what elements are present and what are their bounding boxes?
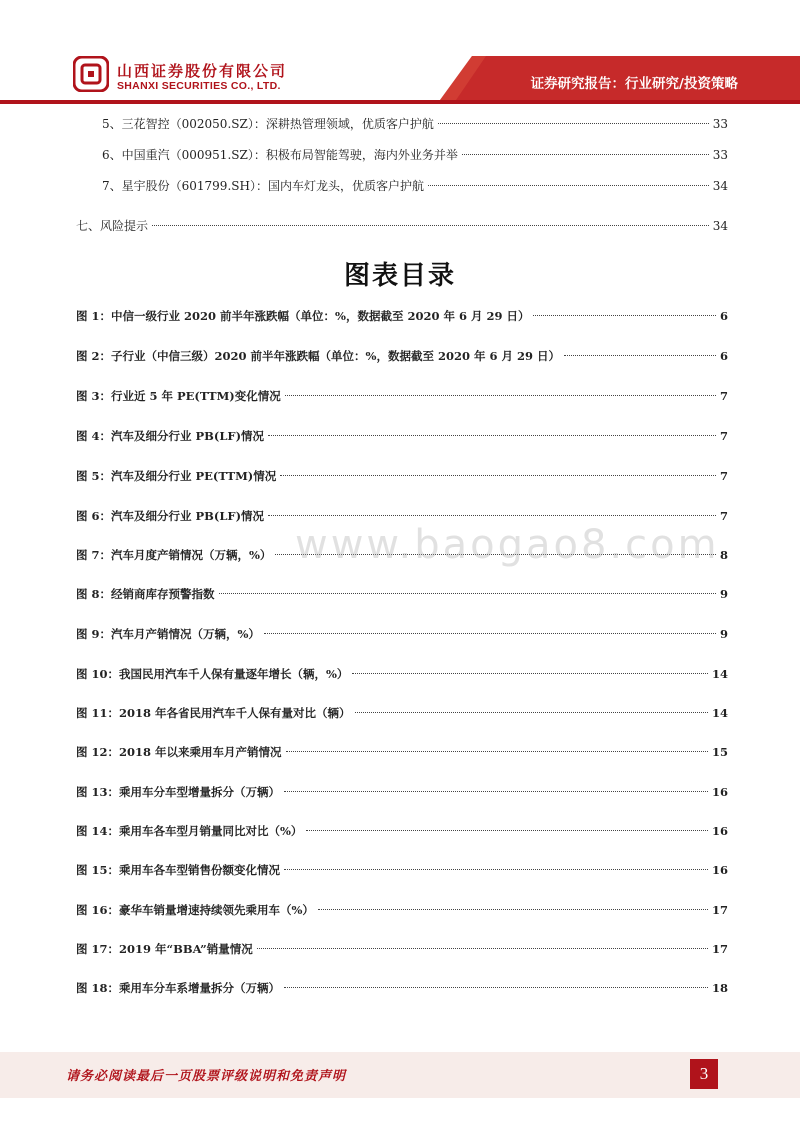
figure-item[interactable] — [76, 426, 728, 446]
figure-item[interactable] — [76, 939, 728, 959]
figure-item[interactable] — [76, 346, 728, 366]
figure-label: 图 18：乘用车分车系增量拆分（万辆） — [76, 981, 281, 995]
toc-leader-dots — [428, 185, 709, 186]
figure-label: 图 2：子行业（中信三级）2020 前半年涨跌幅（单位：%，数据截至 2020 年 6 月 29 日） — [76, 349, 560, 363]
page-footer — [0, 1052, 800, 1098]
figure-page: 17 — [711, 903, 728, 917]
figure-page: 7 — [719, 429, 728, 443]
figure-label: 图 14：乘用车各车型月销量同比对比（%） — [76, 824, 303, 838]
figure-label: 图 7：汽车月度产销情况（万辆，%） — [76, 548, 272, 562]
figure-page: 6 — [719, 349, 728, 363]
figures-title: 图表目录 — [343, 261, 456, 291]
toc-item-label: 7、星宇股份（601799.SH）：国内车灯龙头，优质客户护航 — [102, 179, 424, 193]
figure-item[interactable] — [76, 703, 728, 723]
toc-item-label: 七、风险提示 — [76, 219, 149, 233]
figure-item[interactable] — [76, 664, 728, 684]
figure-label: 图 16：豪华车销量增速持续领先乘用车（%） — [76, 903, 314, 917]
figure-page: 9 — [719, 587, 728, 601]
figure-item[interactable] — [76, 900, 728, 920]
figure-leader-dots — [257, 948, 708, 949]
figure-label: 图 1：中信一级行业 2020 前半年涨跌幅（单位：%，数据截至 2020 年 6 月 29 日） — [76, 309, 530, 323]
figure-page: 6 — [719, 309, 728, 323]
figure-page: 7 — [719, 389, 728, 403]
figure-leader-dots — [285, 395, 716, 396]
toc-item-label: 6、中国重汽（000951.SZ）：积极布局智能驾驶，海内外业务并举 — [102, 148, 458, 162]
figure-page: 16 — [711, 785, 728, 799]
figure-label: 图 9：汽车月产销情况（万辆，%） — [76, 627, 260, 641]
figure-item[interactable] — [76, 782, 728, 802]
toc-item[interactable] — [102, 145, 728, 165]
figure-leader-dots — [268, 435, 716, 436]
figure-leader-dots — [275, 554, 716, 555]
page-number: 3 — [690, 1059, 718, 1089]
figure-leader-dots — [533, 315, 716, 316]
toc-item-page: 34 — [712, 219, 728, 233]
figure-item[interactable] — [76, 742, 728, 762]
figure-leader-dots — [280, 475, 716, 476]
toc-item[interactable] — [102, 114, 728, 134]
figure-item[interactable] — [76, 386, 728, 406]
figure-item[interactable] — [76, 506, 728, 526]
figure-label: 图 11：2018 年各省民用汽车千人保有量对比（辆） — [76, 706, 351, 720]
disclaimer-notice: 请务必阅读最后一页股票评级说明和免责声明 — [66, 1069, 347, 1084]
figure-page: 7 — [719, 509, 728, 523]
figure-item[interactable] — [76, 306, 728, 326]
figure-leader-dots — [219, 593, 716, 594]
figure-label: 图 12：2018 年以来乘用车月产销情况 — [76, 745, 282, 759]
toc-item-page: 34 — [712, 179, 728, 193]
figure-item[interactable] — [76, 466, 728, 486]
figure-page: 16 — [711, 863, 728, 877]
figure-leader-dots — [284, 987, 708, 988]
figure-leader-dots — [318, 909, 708, 910]
figure-label: 图 13：乘用车分车型增量拆分（万辆） — [76, 785, 281, 799]
watermark: www.baogao8.com — [295, 522, 720, 568]
figure-page: 16 — [711, 824, 728, 838]
figure-page: 7 — [719, 469, 728, 483]
toc-leader-dots — [152, 225, 709, 226]
figure-label: 图 17：2019 年“BBA”销量情况 — [76, 942, 253, 956]
figure-page: 8 — [719, 548, 728, 562]
figure-label: 图 4：汽车及细分行业 PB(LF)情况 — [76, 429, 265, 443]
figure-label: 图 5：汽车及细分行业 PE(TTM)情况 — [76, 469, 277, 483]
figure-item[interactable] — [76, 821, 728, 841]
figure-leader-dots — [268, 515, 716, 516]
toc-leader-dots — [462, 154, 709, 155]
figure-item[interactable] — [76, 545, 728, 565]
figure-label: 图 10：我国民用汽车千人保有量逐年增长（辆，%） — [76, 667, 349, 681]
toc-item[interactable] — [102, 176, 728, 196]
figure-label: 图 3：行业近 5 年 PE(TTM)变化情况 — [76, 389, 281, 403]
figure-item[interactable] — [76, 978, 728, 998]
toc-item-page: 33 — [712, 117, 728, 131]
figure-label: 图 8：经销商库存预警指数 — [76, 587, 215, 601]
figure-item[interactable] — [76, 860, 728, 880]
report-type-label: 证券研究报告：行业研究/投资策略 — [530, 76, 738, 92]
figure-label: 图 6：汽车及细分行业 PB(LF)情况 — [76, 509, 265, 523]
toc-item-label: 5、三花智控（002050.SZ）：深耕热管理领域，优质客户护航 — [102, 117, 434, 131]
figure-leader-dots — [284, 869, 708, 870]
figure-item[interactable] — [76, 584, 728, 604]
figure-label: 图 15：乘用车各车型销售份额变化情况 — [76, 863, 281, 877]
toc-item[interactable] — [76, 216, 728, 236]
figure-page: 17 — [711, 942, 728, 956]
figure-leader-dots — [564, 355, 716, 356]
company-logo-icon — [73, 56, 109, 92]
page-header — [0, 0, 800, 104]
figure-leader-dots — [352, 673, 708, 674]
toc-item-page: 33 — [712, 148, 728, 162]
figure-leader-dots — [306, 830, 708, 831]
figure-page: 15 — [711, 745, 728, 759]
company-name-cn: 山西证券股份有限公司 — [117, 62, 288, 80]
figure-page: 18 — [711, 981, 728, 995]
figure-leader-dots — [264, 633, 716, 634]
figure-leader-dots — [286, 751, 708, 752]
company-name-en: SHANXI SECURITIES CO., LTD. — [117, 80, 281, 92]
toc-leader-dots — [438, 123, 709, 124]
figure-leader-dots — [284, 791, 708, 792]
figure-page: 9 — [719, 627, 728, 641]
figure-leader-dots — [355, 712, 708, 713]
figure-item[interactable] — [76, 624, 728, 644]
figure-page: 14 — [711, 667, 728, 681]
figure-page: 14 — [711, 706, 728, 720]
